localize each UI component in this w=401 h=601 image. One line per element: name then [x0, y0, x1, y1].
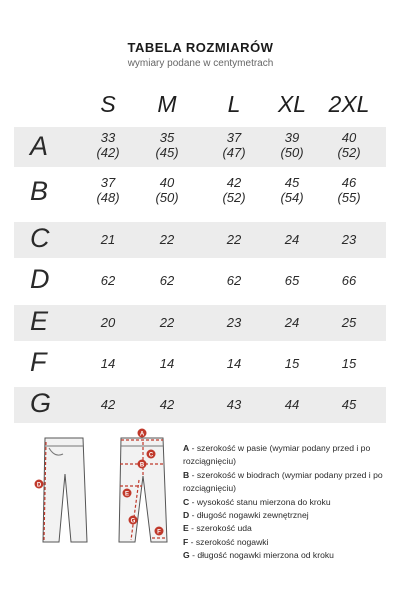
cell-value: 62 [226, 273, 242, 288]
table-cell [262, 175, 322, 205]
table-cell [78, 130, 138, 160]
cell-value: 42 [159, 397, 175, 412]
legend-item-c [183, 496, 388, 509]
diagram-marker-d [35, 480, 44, 489]
diagram-marker-c [147, 450, 156, 459]
cell-value: 44 [284, 397, 300, 412]
cell-value: 15 [341, 356, 357, 371]
size-header-s: S [100, 91, 116, 117]
cell-value: 37 [226, 130, 242, 145]
row-letter: F [30, 347, 47, 377]
trousers-front-view [43, 438, 87, 542]
table-row-d [14, 263, 386, 299]
table-cell [262, 130, 322, 160]
legend-text: - długość nogawki zewnętrznej [189, 510, 309, 521]
cell-value: 22 [159, 315, 175, 330]
legend-item-b [183, 469, 388, 496]
table-cell [137, 232, 197, 247]
legend-text: - szerokość uda [188, 523, 252, 534]
size-header-m: M [157, 91, 177, 117]
table-cell [262, 397, 322, 412]
legend-text: - długość nogawki mierzona od kroku [189, 550, 334, 561]
cell-value: 35 [159, 130, 175, 145]
legend-text: - szerokość w pasie (wymiar podany przed i po rozciągnięciu) [183, 443, 371, 467]
svg-text:B: B [139, 462, 145, 469]
cell-value: 46 [341, 175, 357, 190]
cell-value: 25 [341, 315, 357, 330]
table-cell [319, 130, 379, 160]
measurement-legend [183, 442, 388, 563]
table-cell [78, 356, 138, 371]
cell-value: 24 [284, 232, 300, 247]
table-row-e [14, 305, 386, 341]
cell-value: 62 [159, 273, 175, 288]
diagram-marker-f [155, 527, 164, 536]
legend-key: G [183, 550, 190, 561]
cell-value: 40 [341, 130, 357, 145]
cell-value-stretched: (45) [155, 145, 179, 160]
cell-value: 33 [100, 130, 116, 145]
cell-value: 22 [159, 232, 175, 247]
table-cell [204, 175, 264, 205]
table-cell [204, 397, 264, 412]
cell-value: 62 [100, 273, 116, 288]
svg-text:E: E [124, 491, 130, 498]
table-cell [78, 315, 138, 330]
cell-value: 15 [284, 356, 300, 371]
table-cell [137, 315, 197, 330]
table-row-f [14, 346, 386, 382]
legend-key: A [183, 443, 190, 453]
table-cell [204, 273, 264, 288]
table-cell [262, 315, 322, 330]
table-row-b [14, 172, 386, 212]
legend-item-a [183, 442, 388, 469]
cell-value-stretched: (47) [222, 145, 246, 160]
table-cell [262, 232, 322, 247]
diagram-marker-e [123, 489, 132, 498]
page-title: TABELA ROZMIARÓW [127, 40, 274, 55]
legend-key: E [183, 523, 189, 534]
cell-value: 37 [100, 175, 116, 190]
legend-key: C [183, 496, 190, 507]
table-cell [319, 356, 379, 371]
cell-value-stretched: (54) [280, 190, 304, 205]
table-cell [319, 315, 379, 330]
cell-value-stretched: (52) [222, 190, 246, 205]
size-header-2xl: 2XL [328, 91, 370, 117]
page-subtitle: wymiary podane w centymetrach [127, 58, 274, 69]
cell-value: 65 [284, 273, 300, 288]
row-letter: C [30, 223, 50, 253]
legend-key: B [183, 469, 190, 480]
legend-item-g [183, 549, 388, 562]
row-letter: E [30, 306, 49, 336]
cell-value: 43 [226, 397, 242, 412]
cell-value: 45 [341, 397, 357, 412]
legend-key: F [183, 536, 189, 547]
table-cell [319, 232, 379, 247]
diagram-marker-b [138, 460, 147, 469]
table-cell [204, 232, 264, 247]
table-cell [78, 273, 138, 288]
cell-value: 23 [341, 232, 357, 247]
svg-text:G: G [130, 518, 136, 525]
size-header-l: L [227, 91, 241, 117]
table-cell [204, 356, 264, 371]
row-letter: D [30, 264, 50, 294]
trousers-measurement-diagram [25, 424, 175, 554]
cell-value-stretched: (50) [280, 145, 304, 160]
legend-text: - szerokość nogawki [188, 536, 269, 547]
cell-value: 23 [226, 315, 242, 330]
table-row-a [14, 127, 386, 167]
diagram-marker-g [129, 516, 138, 525]
legend-item-d [183, 509, 388, 522]
legend-item-f [183, 536, 388, 549]
svg-text:D: D [36, 482, 42, 489]
table-cell [204, 315, 264, 330]
size-header-xl: XL [277, 91, 307, 117]
svg-text:F: F [157, 529, 161, 536]
cell-value: 14 [100, 356, 116, 371]
cell-value: 22 [226, 232, 242, 247]
table-row-c [14, 222, 386, 258]
row-letter: A [30, 131, 49, 161]
cell-value: 14 [226, 356, 242, 371]
legend-key: D [183, 510, 190, 521]
table-cell [319, 175, 379, 205]
table-cell [204, 130, 264, 160]
table-cell [137, 175, 197, 205]
table-row-g [14, 387, 386, 423]
cell-value-stretched: (48) [96, 190, 120, 205]
table-cell [319, 397, 379, 412]
cell-value: 40 [159, 175, 175, 190]
legend-text: - wysokość stanu mierzona do kroku [189, 496, 331, 507]
cell-value-stretched: (52) [337, 145, 361, 160]
cell-value-stretched: (50) [155, 190, 179, 205]
row-letter: G [30, 388, 52, 418]
cell-value: 39 [284, 130, 300, 145]
cell-value-stretched: (55) [337, 190, 361, 205]
cell-value: 66 [341, 273, 357, 288]
cell-value: 20 [100, 315, 116, 330]
svg-text:C: C [148, 452, 154, 459]
table-cell [78, 397, 138, 412]
table-cell [137, 356, 197, 371]
table-cell [137, 397, 197, 412]
table-cell [137, 130, 197, 160]
table-cell [78, 232, 138, 247]
table-cell [262, 356, 322, 371]
legend-text: - szerokość w biodrach (wymiar podany przed i po rozciągnięciu) [183, 469, 383, 494]
legend-item-e [183, 522, 388, 535]
diagram-marker-a [138, 429, 147, 438]
table-cell [78, 175, 138, 205]
cell-value: 45 [284, 175, 300, 190]
cell-value-stretched: (42) [96, 145, 120, 160]
row-letter: B [30, 176, 49, 206]
cell-value: 42 [226, 175, 242, 190]
cell-value: 42 [100, 397, 116, 412]
table-cell [137, 273, 197, 288]
svg-text:A: A [139, 431, 145, 438]
table-cell [262, 273, 322, 288]
cell-value: 24 [284, 315, 300, 330]
table-cell [319, 273, 379, 288]
size-header-row [0, 91, 401, 121]
cell-value: 14 [159, 356, 175, 371]
cell-value: 21 [100, 232, 116, 247]
